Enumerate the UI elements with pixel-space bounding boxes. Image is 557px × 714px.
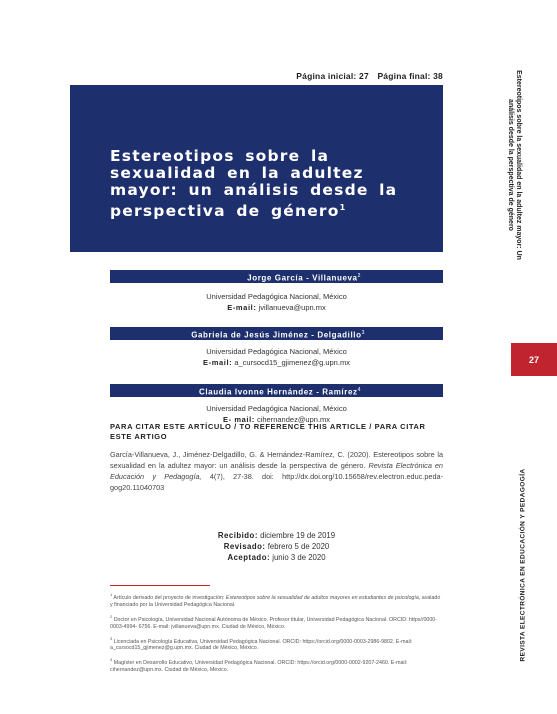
received-date: diciembre 19 de 2019 <box>260 531 336 540</box>
author-footnote-marker: 3 <box>361 330 365 336</box>
author-bar-3 <box>110 384 443 397</box>
author-email[interactable]: jvillanueva@upn.mx <box>258 303 326 312</box>
citation-journal: Revista Electrónica en Educación y Pedagogía, <box>110 461 443 481</box>
journal-name: REVISTA ELECTRÓNICA EN EDUCACIÓN Y PEDAGOGÍA <box>519 468 527 662</box>
footnote-4 <box>110 656 443 674</box>
author-email[interactable]: a_cursocd15_gjimenez@g.upn.mx <box>234 358 350 367</box>
footnote-text: Artículo derivado del proyecto de investigación: <box>113 594 225 601</box>
footnote-1 <box>110 591 443 609</box>
article-title <box>110 148 440 220</box>
received-label: Recibido: <box>217 531 258 540</box>
citation-body <box>110 449 443 493</box>
author-email[interactable]: cihernandez@upn.mx <box>256 415 331 424</box>
page-number: 27 <box>528 354 539 365</box>
author-footnote-marker: 4 <box>357 387 361 393</box>
footnote-marker: 1 <box>110 592 113 597</box>
accepted-label: Aceptado: <box>227 553 271 562</box>
end-page-label: Página final: 38 <box>377 71 443 81</box>
footnote-marker: 2 <box>110 613 113 619</box>
author-name: Jorge García - Villanueva <box>247 273 358 283</box>
footnote-marker: 3 <box>110 635 113 641</box>
email-label: E- mail: <box>222 415 255 424</box>
citation-doi[interactable]: 4(7), 27-38. doi: http://dx.doi.org/10.15658/rev.electron.educ.peda-gog20.11040703 <box>110 472 443 492</box>
author-affiliation-1 <box>110 291 443 313</box>
author-affiliation-2 <box>110 346 443 368</box>
article-dates <box>110 530 443 563</box>
accepted-line <box>110 552 443 563</box>
footnote-marker: 4 <box>110 657 113 663</box>
journal-side-label <box>508 420 538 710</box>
page-number-tab <box>511 343 557 376</box>
page-range <box>230 71 443 81</box>
title-footnote-marker: 1 <box>339 203 347 212</box>
footnote-2 <box>110 613 443 631</box>
running-title-text: Estereotipos sobre la sexualidad en la adultez mayor: Un análisis desde la perspectiva de género <box>507 70 522 260</box>
revised-line <box>110 541 443 552</box>
revised-date: febrero 5 de 2020 <box>267 542 330 551</box>
email-label: E-mail: <box>203 358 233 367</box>
received-line <box>110 530 443 541</box>
footnote-text: Licenciada en Psicología Educativa, Universidad Pedagógica Nacional. ORCID: https://orcid.org/0000-0003-2986-9802. E-mail: a_cursocd15_gjimenez@g.upn.mx. Ciudad de México, México. <box>110 638 413 652</box>
author-name: Gabriela de Jesús Jiménez - Delgadillo <box>191 330 362 340</box>
footnote-italic: Estereotipos sobre la sexualidad de adultos mayores en estudiantes de psicología, <box>225 594 421 601</box>
footnote-text: Doctor en Psicología, Universidad Nacional Autónoma de México. Profesor titular, Universidad Pedagógica Nacional. ORCID: https//0000-0003-4994- 6756. E-mail: jvillanueva@upn.mx. Ciudad de México, México. <box>110 616 437 630</box>
author-footnote-marker: 2 <box>357 273 361 279</box>
institution: Universidad Pedagógica Nacional, México <box>206 404 347 413</box>
citation-authors: García-Villanueva, J., Jiménez-Delgadillo, G. & Hernández-Ramírez, C. (2020). Estereotipos sobre la sexualidad en la adultez mayor: un análisis desde la perspectiva de género. <box>110 450 443 470</box>
article-title-text: Estereotipos sobre la sexualidad en la adultez mayor: un análisis desde la perspectiva de género <box>110 147 398 221</box>
email-label: E-mail: <box>227 303 257 312</box>
footnote-text-end: avalado y financiado por la Universidad Pedagógica Nacional. <box>110 594 441 608</box>
footnote-3 <box>110 635 443 653</box>
institution: Universidad Pedagógica Nacional, México <box>206 347 347 356</box>
start-page-label: Página inicial: 27 <box>296 71 369 81</box>
footnotes <box>110 591 443 678</box>
footnote-text: Magíster en Desarrollo Educativo, Universidad Pedagógica Nacional. ORCID: https://orcid.org/0000-0002-9207-2460. E-mail: cihernandez@upn.mx. Ciudad de México, México. <box>110 660 408 674</box>
revised-label: Revisado: <box>223 542 266 551</box>
author-name: Claudia Ivonne Hernández - Ramírez <box>198 387 358 397</box>
author-bar-1 <box>110 270 443 283</box>
footnote-divider <box>110 585 210 586</box>
author-bar-2 <box>110 327 443 340</box>
accepted-date: junio 3 de 2020 <box>272 553 326 562</box>
citation-heading: PARA CITAR ESTE ARTÍCULO / TO REFERENCE THIS ARTICLE / PARA CITAR ESTE ARTIGO <box>110 422 426 441</box>
institution: Universidad Pedagógica Nacional, México <box>206 292 347 301</box>
running-title <box>484 70 544 260</box>
